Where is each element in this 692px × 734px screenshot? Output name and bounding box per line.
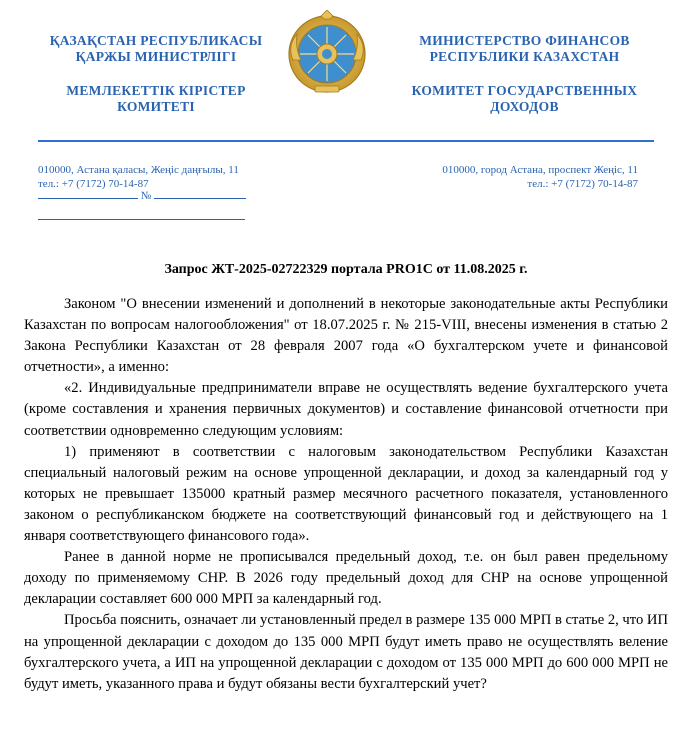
right-committee-line-2: ДОХОДОВ bbox=[490, 99, 559, 114]
document-title: Запрос ЖТ-2025-02722329 портала PRO1C от 11.08.2025 г. bbox=[164, 262, 528, 277]
left-address-block bbox=[38, 163, 258, 191]
left-ministry-name bbox=[30, 33, 282, 65]
body-paragraph: «2. Индивидуальные предприниматели вправе не осуществлять ведение бухгалтерского учета (кроме составления и хранения первичных документов) и составление финансовой отчетности при соответствии одновременно следующим условиям: bbox=[24, 380, 668, 439]
body-paragraph: 1) применяют в соответствии с налоговым законодательством Республики Казахстан специальный налоговый режим на основе упрощенной декларации, и доход за календарный год у которых не превышает 135000 кратный размер месячного расчетного показателя, установленного законом о республиканском бюджете на соответствующий финансовый год и действующего на 1 января соответствующего финансового года». bbox=[24, 443, 668, 545]
right-ministry-name bbox=[397, 33, 652, 65]
outgoing-number-field bbox=[38, 188, 246, 202]
left-committee-line-2: КОМИТЕТІ bbox=[117, 99, 195, 114]
reference-blank-line bbox=[38, 219, 245, 220]
left-phone-line: тел.: +7 (7172) 70-14-87 bbox=[38, 178, 149, 190]
number-sign: № bbox=[140, 190, 152, 202]
body-paragraph: Законом "О внесении изменений и дополнений в некоторые законодательные акты Республики Казахстан по вопросам налогообложения" от 18.07.2025 г. № 215-VIII, внесены изменения в статью 2 Закона Республики Казахстан от 28 февраля 2007 года «О бухгалтерском учете и финансовой отчетности», а именно: bbox=[24, 296, 668, 376]
right-ministry-line-2: РЕСПУБЛИКИ КАЗАХСТАН bbox=[429, 49, 620, 64]
right-address-line: 010000, город Астана, проспект Жеңіс, 11 bbox=[442, 164, 638, 176]
left-address-line: 010000, Астана қаласы, Жеңіс даңғылы, 11 bbox=[38, 164, 239, 176]
body-paragraph: Просьба пояснить, означает ли установленный предел в размере 135 000 МРП в статье 2, что ИП на упрощенной декларации с доходом до 135 000 МРП будут иметь право не осуществлять веление бухгалтерского учета, а ИП на упрощенной декларации с доходом от 135 000 МРП до 600 000 МРП не будут иметь, указанного права и будут обязаны вести бухгалтерский учет? bbox=[24, 612, 668, 692]
letterhead-divider bbox=[38, 140, 654, 142]
kazakhstan-state-emblem-icon bbox=[285, 10, 369, 94]
document-body bbox=[24, 294, 668, 695]
left-committee-name bbox=[30, 83, 282, 115]
left-ministry-line-1: ҚАЗАҚСТАН РЕСПУБЛИКАСЫ bbox=[49, 33, 263, 48]
right-address-block bbox=[400, 163, 638, 191]
right-ministry-line-1: МИНИСТЕРСТВО ФИНАНСОВ bbox=[419, 33, 630, 48]
right-phone-line: тел.: +7 (7172) 70-14-87 bbox=[527, 178, 638, 190]
outgoing-number-blank bbox=[154, 188, 246, 199]
left-ministry-line-2: ҚАРЖЫ МИНИСТРЛІГІ bbox=[75, 49, 237, 64]
body-paragraph: Ранее в данной норме не прописывался предельный доход, т.е. он был равен предельному доходу по применяемому СНР. В 2026 году предельный доход для СНР на основе упрощенной декларации составляет 600 000 МРП за календарный год. bbox=[24, 549, 668, 608]
right-committee-line-1: КОМИТЕТ ГОСУДАРСТВЕННЫХ bbox=[411, 83, 638, 98]
right-committee-name bbox=[397, 83, 652, 115]
outgoing-date-blank bbox=[38, 188, 138, 199]
left-committee-line-1: МЕМЛЕКЕТТІК КІРІСТЕР bbox=[66, 83, 246, 98]
